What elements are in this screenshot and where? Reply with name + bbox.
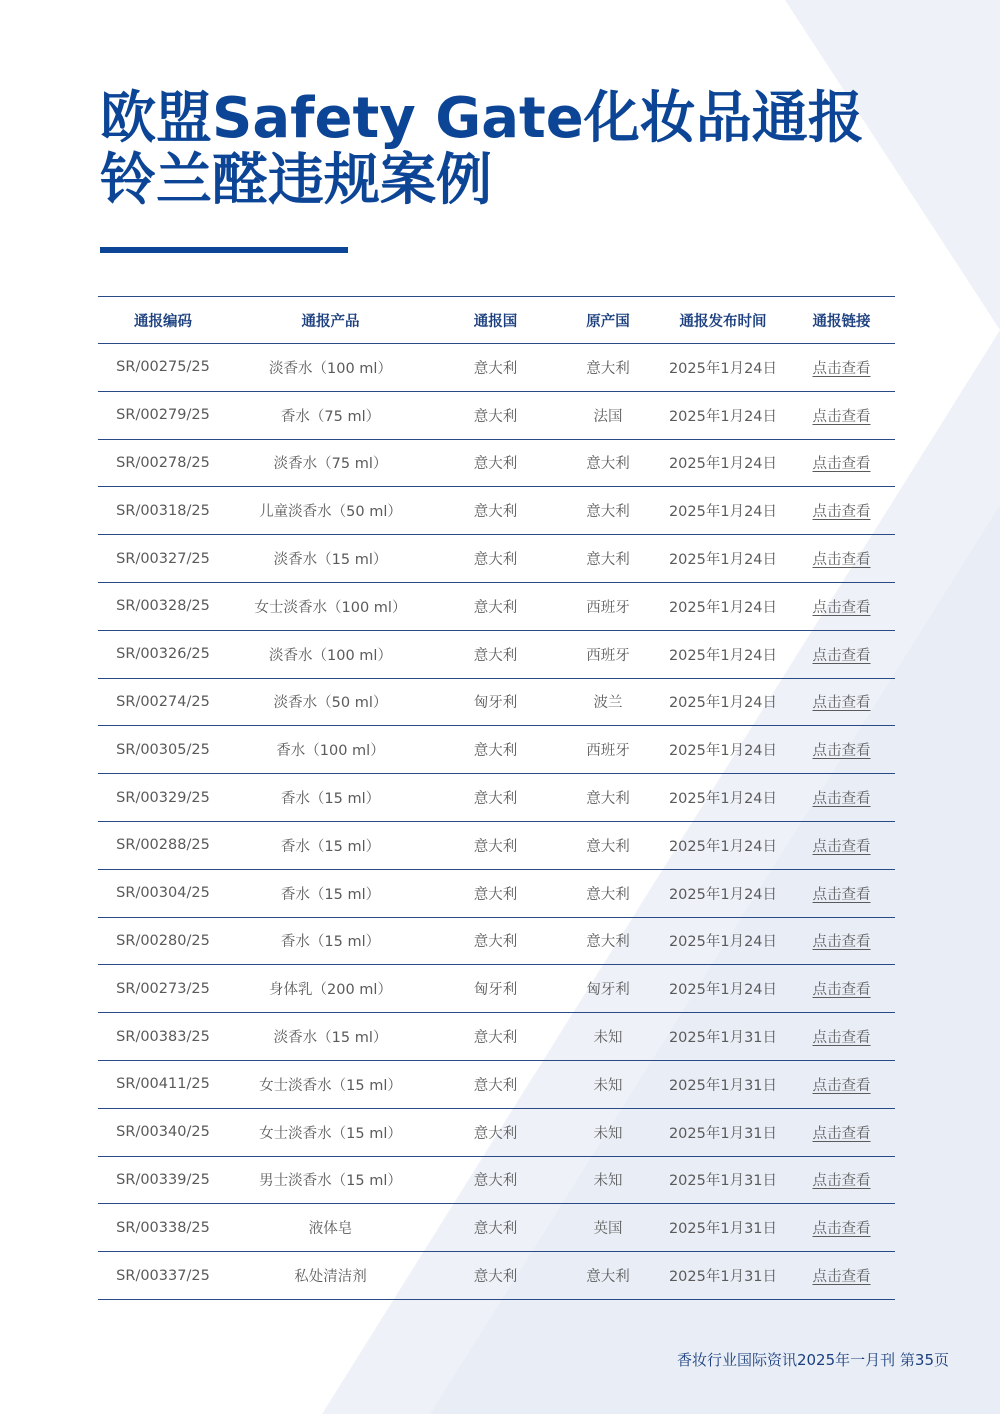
cell-notifying-country: 意大利 (433, 1013, 558, 1061)
cell-link[interactable]: 点击查看 (788, 869, 895, 917)
cell-origin-country: 未知 (558, 1108, 658, 1156)
cell-code: SR/00318/25 (98, 487, 228, 535)
cell-origin-country: 意大利 (558, 535, 658, 583)
header-product: 通报产品 (228, 297, 433, 344)
cell-publish-date: 2025年1月24日 (658, 487, 788, 535)
table-row (98, 1060, 895, 1108)
cell-code: SR/00328/25 (98, 582, 228, 630)
cell-product: 淡香水（15 ml） (228, 1013, 433, 1061)
cell-product: 女士淡香水（15 ml） (228, 1108, 433, 1156)
cell-code: SR/00278/25 (98, 439, 228, 487)
cell-link[interactable]: 点击查看 (788, 391, 895, 439)
cell-notifying-country: 意大利 (433, 535, 558, 583)
cell-code: SR/00273/25 (98, 965, 228, 1013)
cell-link[interactable]: 点击查看 (788, 965, 895, 1013)
cell-publish-date: 2025年1月24日 (658, 917, 788, 965)
cell-origin-country: 西班牙 (558, 726, 658, 774)
cell-origin-country: 匈牙利 (558, 965, 658, 1013)
cell-origin-country: 未知 (558, 1013, 658, 1061)
cell-publish-date: 2025年1月31日 (658, 1013, 788, 1061)
cell-link[interactable]: 点击查看 (788, 344, 895, 392)
cell-link[interactable]: 点击查看 (788, 917, 895, 965)
header-link: 通报链接 (788, 297, 895, 344)
cell-product: 淡香水（75 ml） (228, 439, 433, 487)
cell-product: 身体乳（200 ml） (228, 965, 433, 1013)
cell-notifying-country: 意大利 (433, 1060, 558, 1108)
cell-origin-country: 未知 (558, 1060, 658, 1108)
cell-product: 香水（100 ml） (228, 726, 433, 774)
cell-product: 香水（15 ml） (228, 869, 433, 917)
cell-link[interactable]: 点击查看 (788, 630, 895, 678)
header-notifying-country: 通报国 (433, 297, 558, 344)
cell-origin-country: 西班牙 (558, 630, 658, 678)
table-row (98, 391, 895, 439)
header-publish-date: 通报发布时间 (658, 297, 788, 344)
cell-product: 女士淡香水（100 ml） (228, 582, 433, 630)
cell-publish-date: 2025年1月31日 (658, 1252, 788, 1300)
cell-notifying-country: 意大利 (433, 726, 558, 774)
cell-code: SR/00280/25 (98, 917, 228, 965)
title-underline (100, 247, 348, 253)
cell-publish-date: 2025年1月31日 (658, 1060, 788, 1108)
cell-code: SR/00383/25 (98, 1013, 228, 1061)
title-line-1: 欧盟Safety Gate化妆品通报 (100, 86, 864, 151)
cell-origin-country: 波兰 (558, 678, 658, 726)
cell-origin-country: 未知 (558, 1156, 658, 1204)
cell-code: SR/00326/25 (98, 630, 228, 678)
page-title (100, 88, 864, 212)
cell-notifying-country: 意大利 (433, 774, 558, 822)
cell-link[interactable]: 点击查看 (788, 774, 895, 822)
page-footer: 香妆行业国际资讯2025年一月刊 第35页 (676, 1351, 949, 1369)
table-row (98, 1013, 895, 1061)
cell-origin-country: 西班牙 (558, 582, 658, 630)
cell-code: SR/00288/25 (98, 821, 228, 869)
cell-notifying-country: 意大利 (433, 1204, 558, 1252)
cell-code: SR/00327/25 (98, 535, 228, 583)
cell-product: 儿童淡香水（50 ml） (228, 487, 433, 535)
table-row (98, 535, 895, 583)
cell-code: SR/00337/25 (98, 1252, 228, 1300)
table-row (98, 917, 895, 965)
cell-notifying-country: 意大利 (433, 1156, 558, 1204)
cell-publish-date: 2025年1月31日 (658, 1156, 788, 1204)
cell-publish-date: 2025年1月24日 (658, 821, 788, 869)
cell-origin-country: 意大利 (558, 439, 658, 487)
table-row (98, 774, 895, 822)
table-row (98, 678, 895, 726)
cell-publish-date: 2025年1月24日 (658, 630, 788, 678)
table-row (98, 487, 895, 535)
cell-link[interactable]: 点击查看 (788, 1060, 895, 1108)
cell-publish-date: 2025年1月24日 (658, 965, 788, 1013)
table-row (98, 965, 895, 1013)
header-code: 通报编码 (98, 297, 228, 344)
cell-product: 香水（15 ml） (228, 917, 433, 965)
cell-product: 香水（75 ml） (228, 391, 433, 439)
cell-product: 淡香水（15 ml） (228, 535, 433, 583)
cell-publish-date: 2025年1月24日 (658, 391, 788, 439)
cell-publish-date: 2025年1月24日 (658, 726, 788, 774)
cell-notifying-country: 意大利 (433, 391, 558, 439)
cell-link[interactable]: 点击查看 (788, 678, 895, 726)
cell-link[interactable]: 点击查看 (788, 1204, 895, 1252)
cell-origin-country: 意大利 (558, 1252, 658, 1300)
cell-publish-date: 2025年1月24日 (658, 869, 788, 917)
cell-code: SR/00329/25 (98, 774, 228, 822)
cell-publish-date: 2025年1月24日 (658, 344, 788, 392)
cell-publish-date: 2025年1月24日 (658, 582, 788, 630)
cell-origin-country: 意大利 (558, 821, 658, 869)
cell-link[interactable]: 点击查看 (788, 1156, 895, 1204)
table-row (98, 582, 895, 630)
cell-publish-date: 2025年1月31日 (658, 1108, 788, 1156)
cell-code: SR/00275/25 (98, 344, 228, 392)
cell-code: SR/00411/25 (98, 1060, 228, 1108)
cell-notifying-country: 意大利 (433, 487, 558, 535)
title-line-2: 铃兰醛违规案例 (100, 148, 492, 213)
table-row (98, 869, 895, 917)
table-row (98, 1252, 895, 1300)
cell-product: 香水（15 ml） (228, 774, 433, 822)
cell-origin-country: 法国 (558, 391, 658, 439)
cell-link[interactable]: 点击查看 (788, 1252, 895, 1300)
cell-origin-country: 意大利 (558, 917, 658, 965)
cell-product: 淡香水（100 ml） (228, 630, 433, 678)
cell-link[interactable]: 点击查看 (788, 439, 895, 487)
cell-origin-country: 意大利 (558, 344, 658, 392)
cell-code: SR/00279/25 (98, 391, 228, 439)
cell-notifying-country: 意大利 (433, 1252, 558, 1300)
cell-link[interactable]: 点击查看 (788, 1108, 895, 1156)
cell-product: 女士淡香水（15 ml） (228, 1060, 433, 1108)
cell-link[interactable]: 点击查看 (788, 821, 895, 869)
cell-origin-country: 意大利 (558, 869, 658, 917)
cell-origin-country: 意大利 (558, 774, 658, 822)
cell-origin-country: 英国 (558, 1204, 658, 1252)
cell-notifying-country: 意大利 (433, 869, 558, 917)
cell-link[interactable]: 点击查看 (788, 582, 895, 630)
header-origin-country: 原产国 (558, 297, 658, 344)
cell-publish-date: 2025年1月24日 (658, 678, 788, 726)
cell-product: 私处清洁剂 (228, 1252, 433, 1300)
cell-notifying-country: 匈牙利 (433, 678, 558, 726)
cell-product: 液体皂 (228, 1204, 433, 1252)
cell-code: SR/00305/25 (98, 726, 228, 774)
cell-notifying-country: 意大利 (433, 630, 558, 678)
table-row (98, 439, 895, 487)
cell-link[interactable]: 点击查看 (788, 1013, 895, 1061)
cell-publish-date: 2025年1月31日 (658, 1204, 788, 1252)
cell-publish-date: 2025年1月24日 (658, 535, 788, 583)
table-body (98, 344, 895, 1300)
cell-notifying-country: 意大利 (433, 917, 558, 965)
cell-notifying-country: 匈牙利 (433, 965, 558, 1013)
cell-product: 淡香水（100 ml） (228, 344, 433, 392)
cell-code: SR/00338/25 (98, 1204, 228, 1252)
cell-product: 香水（15 ml） (228, 821, 433, 869)
cell-notifying-country: 意大利 (433, 582, 558, 630)
header-row (98, 297, 895, 344)
cell-code: SR/00340/25 (98, 1108, 228, 1156)
cell-origin-country: 意大利 (558, 487, 658, 535)
table-row (98, 344, 895, 392)
table-row (98, 630, 895, 678)
table-row (98, 1156, 895, 1204)
cell-code: SR/00304/25 (98, 869, 228, 917)
table-header (98, 297, 895, 344)
cell-link[interactable]: 点击查看 (788, 726, 895, 774)
notification-table (98, 296, 895, 1300)
cell-link[interactable]: 点击查看 (788, 535, 895, 583)
notification-table-container (98, 296, 895, 1300)
table-row (98, 821, 895, 869)
cell-product: 淡香水（50 ml） (228, 678, 433, 726)
cell-product: 男士淡香水（15 ml） (228, 1156, 433, 1204)
cell-notifying-country: 意大利 (433, 821, 558, 869)
cell-notifying-country: 意大利 (433, 1108, 558, 1156)
cell-notifying-country: 意大利 (433, 344, 558, 392)
cell-link[interactable]: 点击查看 (788, 487, 895, 535)
cell-publish-date: 2025年1月24日 (658, 439, 788, 487)
cell-publish-date: 2025年1月24日 (658, 774, 788, 822)
table-row (98, 1204, 895, 1252)
cell-code: SR/00339/25 (98, 1156, 228, 1204)
table-row (98, 726, 895, 774)
table-row (98, 1108, 895, 1156)
cell-code: SR/00274/25 (98, 678, 228, 726)
cell-notifying-country: 意大利 (433, 439, 558, 487)
